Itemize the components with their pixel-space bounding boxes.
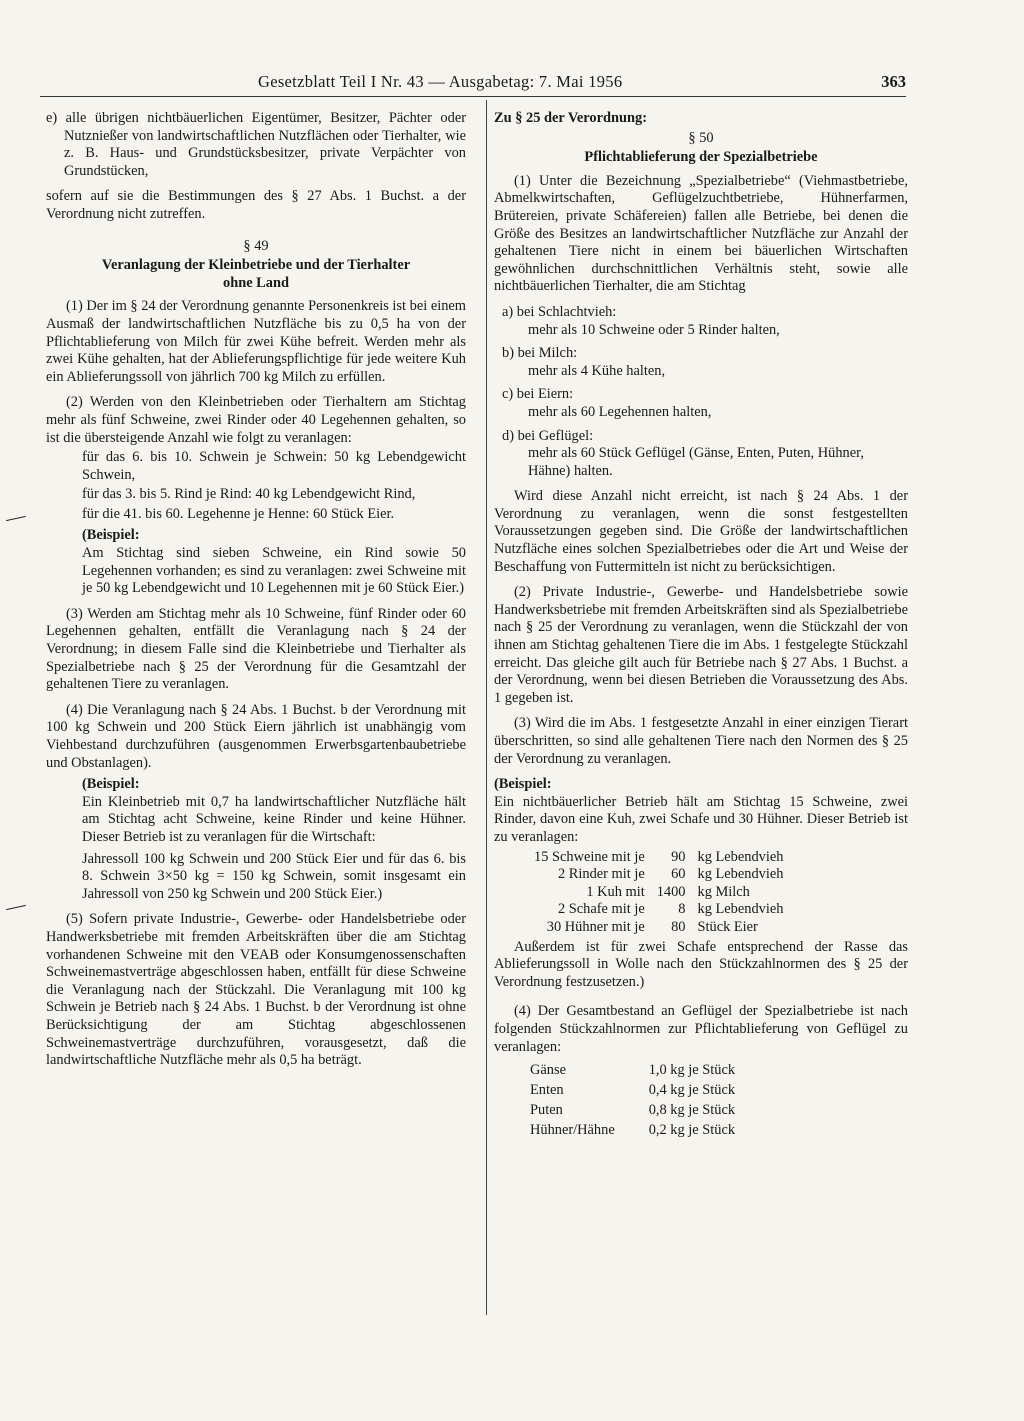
paragraph: (1) Der im § 24 der Verordnung genannte Personenkreis ist bei einem Ausmaß der landwirtschaftlichen Nutzfläche bis zu 0,5 ha von der Pflichtablieferung von Milch für zwei Kühe befreit. Werden mehr als zwei Kühe gehalten, hat der Ablieferungspflichtige für jede weitere Kuh ein Ablieferungssoll von jährlich 700 kg Milch zu erfüllen. <box>46 298 466 385</box>
list-item-text: mehr als 10 Schweine oder 5 Rinder halten, <box>528 321 780 338</box>
right-column <box>494 110 908 1142</box>
section-title: Veranlagung der Kleinbetriebe und der Tierhalter <box>101 257 411 274</box>
table-cell: 80 <box>671 918 686 935</box>
table-cell: kg Lebendvieh <box>697 866 784 883</box>
table-row <box>528 901 789 919</box>
table-row <box>528 884 789 902</box>
table-cell: 0,8 kg je Stück <box>648 1102 736 1119</box>
table-cell: Gänse <box>530 1062 566 1079</box>
table-row <box>524 1120 741 1140</box>
table-cell: kg Lebendvieh <box>697 848 784 865</box>
table-row <box>524 1100 741 1120</box>
list-item-text: mehr als 60 Stück Geflügel (Gänse, Enten, Puten, Hühner, Hähne) halten. <box>528 445 864 479</box>
list-item: für das 3. bis 5. Rind je Rind: 40 kg Lebendgewicht Rind, <box>82 486 416 503</box>
left-column <box>46 110 466 1078</box>
list-item-c: c) bei Eiern: <box>502 386 574 403</box>
example-heading: (Beispiel: <box>82 776 140 793</box>
table-cell: kg Lebendvieh <box>697 901 784 918</box>
norm-table <box>524 1060 741 1140</box>
section-title: Pflichtablieferung der Spezialbetriebe <box>584 149 818 166</box>
list-item-text: mehr als 4 Kühe halten, <box>528 362 666 379</box>
table-cell: Enten <box>530 1082 564 1099</box>
table-cell: 2 Rinder mit je <box>557 866 645 883</box>
paragraph: (3) Werden am Stichtag mehr als 10 Schweine, fünf Rinder oder 60 Legehennen gehalten, entfällt die Veranlagung nach § 24 der Verordnung; in diesem Falle sind die Kleinbetriebe und Tierhalter als Spezialbetriebe nach § 25 der Verordnung für die Gesamtzahl der gehaltenen Tiere zu veranlagen. <box>46 605 466 693</box>
paragraph: (2) Werden von den Kleinbetrieben oder Tierhaltern am Stichtag mehr als fünf Schweine, zwei Rinder oder 40 Legehennen gehalten, so ist die übersteigende Anzahl wie folgt zu veranlagen: <box>46 394 466 446</box>
list-item-text: mehr als 60 Legehennen halten, <box>528 403 712 420</box>
paragraph: (2) Private Industrie-, Gewerbe- und Handelsbetriebe sowie Handwerksbetriebe mit fremden Arbeitskräften sind als Spezialbetriebe nach § 25 der Verordnung zu veranlagen, wenn die Stückzahl der von ihnen am Stichtag gehaltenen Tiere die im Abs. 1 festgelegte Stückzahl erreicht. Das gleiche gilt auch für Betriebe nach § 27 Abs. 1 Buchst. a der Verordnung, wenn bei diesen Betrieben die Voraussetzung des Abs. 1 gegeben ist. <box>494 584 908 706</box>
example-heading: (Beispiel: <box>494 776 552 793</box>
table-cell: Puten <box>530 1102 563 1119</box>
table-cell: 90 <box>671 848 686 865</box>
example-text: Außerdem ist für zwei Schafe entsprechend der Rasse das Ablieferungssoll in Wolle nach den Stückzahlnormen des § 25 der Verordnung festzusetzen.) <box>494 938 908 990</box>
column-divider <box>486 100 487 1315</box>
section-intro: Zu § 25 der Verordnung: <box>494 110 648 126</box>
example-heading: (Beispiel: <box>82 527 140 544</box>
list-item: für das 6. bis 10. Schwein je Schwein: 50 kg Lebendgewicht Schwein, <box>82 449 466 483</box>
table-cell: kg Milch <box>697 883 750 900</box>
table-row <box>524 1080 741 1100</box>
example-text: Ein Kleinbetrieb mit 0,7 ha landwirtschaftlicher Nutzfläche hält am Stichtag acht Schweine, keine Rinder und keine Hühner. Dieser Betrieb ist zu veranlagen für die Wirtschaft: <box>82 793 466 845</box>
section-number: § 49 <box>243 237 269 254</box>
paragraph: (4) Die Veranlagung nach § 24 Abs. 1 Buchst. b der Verordnung mit 100 kg Schwein und 200 Stück Eiern jährlich ist unabhängig vom Viehbestand durchzuführen (ausgenommen Erwerbsgartenbaubetriebe und Obstanlagen). <box>46 701 466 771</box>
table-cell: 0,2 kg je Stück <box>648 1122 736 1139</box>
table-cell: 1400 <box>656 883 686 900</box>
paragraph: (4) Der Gesamtbestand an Geflügel der Spezialbetriebe ist nach folgenden Stückzahlnormen zur Pflichtablieferung von Geflügel zu veranlagen: <box>494 1003 908 1055</box>
header-title: Gesetzblatt Teil I Nr. 43 — Ausgabetag: 7. Mai 1956 <box>258 72 623 91</box>
example-text: Ein nichtbäuerlicher Betrieb hält am Stichtag 15 Schweine, zwei Rinder, davon eine Kuh, zwei Schafe und 30 Hühner. Dieser Betrieb ist zu veranlagen: <box>494 793 908 845</box>
table-cell: 2 Schafe mit je <box>558 901 645 918</box>
table-cell: Stück Eier <box>697 918 758 935</box>
table-cell: 1,0 kg je Stück <box>648 1062 736 1079</box>
page-header <box>0 72 1024 98</box>
margin-mark <box>6 905 26 910</box>
table-row <box>524 1060 741 1080</box>
table-cell: 60 <box>671 866 686 883</box>
page-number: 363 <box>881 72 906 91</box>
section-number: § 50 <box>688 129 714 146</box>
section-title: ohne Land <box>223 274 289 291</box>
table-cell: 8 <box>678 901 686 918</box>
list-item-a: a) bei Schlachtvieh: <box>502 303 617 320</box>
list-item: für die 41. bis 60. Legehenne je Henne: 60 Stück Eier. <box>82 505 395 522</box>
table-row <box>528 866 789 884</box>
table-row <box>528 919 789 937</box>
table-cell: 0,4 kg je Stück <box>648 1082 736 1099</box>
example-table <box>528 849 789 937</box>
margin-mark <box>6 516 26 521</box>
table-cell: Hühner/Hähne <box>530 1122 615 1139</box>
list-item-d: d) bei Geflügel: <box>502 427 594 444</box>
header-rule <box>40 96 906 97</box>
table-cell: 30 Hühner mit je <box>546 918 645 935</box>
example-text: Jahressoll 100 kg Schwein und 200 Stück Eier und für das 6. bis 8. Schwein 3×50 kg = 150 kg Schwein, somit insgesamt ein Jahressoll von 250 kg Schwein und 200 Stück Eier.) <box>82 850 466 902</box>
table-cell: 1 Kuh mit <box>586 883 645 900</box>
paragraph: Wird diese Anzahl nicht erreicht, ist nach § 24 Abs. 1 der Verordnung zu veranlagen, wenn die sonst festgestellten Voraussetzungen gegeben sind. Die Größe der landwirtschaftlichen Nutzfläche eines solchen Spezialbetriebes oder die Art und Weise der Beschaffung von Futtermitteln ist nicht zu berücksichtigen. <box>494 488 908 575</box>
paragraph: (1) Unter die Bezeichnung „Spezialbetriebe“ (Viehmastbetriebe, Abmelkwirtschaften, Geflügelzuchtbetriebe, Hühnerfarmen, Brütereien, private Schäfereien) fallen alle Betriebe, bei denen die Größe des Besitzes an landwirtschaftlicher Nutzfläche zur Anzahl der gehaltenen Tiere nicht in einem bei bäuerlichen Wirtschaften gewöhnlichen durchschnittlichen Verhältnis steht, sowie alle nichtbäuerlichen Tierhalter, die am Stichtag <box>494 172 908 295</box>
paragraph: (5) Sofern private Industrie-, Gewerbe- oder Handelsbetriebe oder Handwerksbetriebe mit fremden Arbeitskräften über die am Stichtag vorhandenen Schweine mit den VEAB oder Konsumgenossenschaften Schweinemastverträge abgeschlossen haben, entfällt für diese Schweine die Veranlagung nach der Stückzahl. Die Veranlagung mit 100 kg Schwein je Betrieb nach § 24 Abs. 1 Buchst. b der Verordnung ist ohne Berücksichtigung der am Stichtag abgeschlossenen Schweinemastverträge durchzuführen, vorausgesetzt, daß die landwirtschaftliche Nutzfläche mehr als 0,5 ha beträgt. <box>46 911 466 1069</box>
example-text: Am Stichtag sind sieben Schweine, ein Rind sowie 50 Legehennen vorhanden; es sind zu veranlagen: zwei Schweine mit je 50 kg Lebendgewicht und 10 Legehennen mit je 60 Stück Eier.) <box>82 545 466 597</box>
paragraph: (3) Wird die im Abs. 1 festgesetzte Anzahl in einer einzigen Tierart überschritten, so sind alle gehaltenen Tiere nach den Normen des § 25 der Verordnung zu veranlagen. <box>494 715 908 767</box>
table-cell: 15 Schweine mit je <box>534 848 645 865</box>
list-item-b: b) bei Milch: <box>502 345 578 362</box>
table-row <box>528 849 789 867</box>
list-item-e: e) alle übrigen nichtbäuerlichen Eigentümer, Besitzer, Pächter oder Nutznießer von landwirtschaftlichen Nutzflächen oder Tierhalter, wie z. B. Haus- und Grundstücksbesitzer, private Verpächter von Grundstücken, <box>46 110 466 179</box>
paragraph: sofern auf sie die Bestimmungen des § 27 Abs. 1 Buchst. a der Verordnung nicht zutreffen. <box>46 188 466 222</box>
